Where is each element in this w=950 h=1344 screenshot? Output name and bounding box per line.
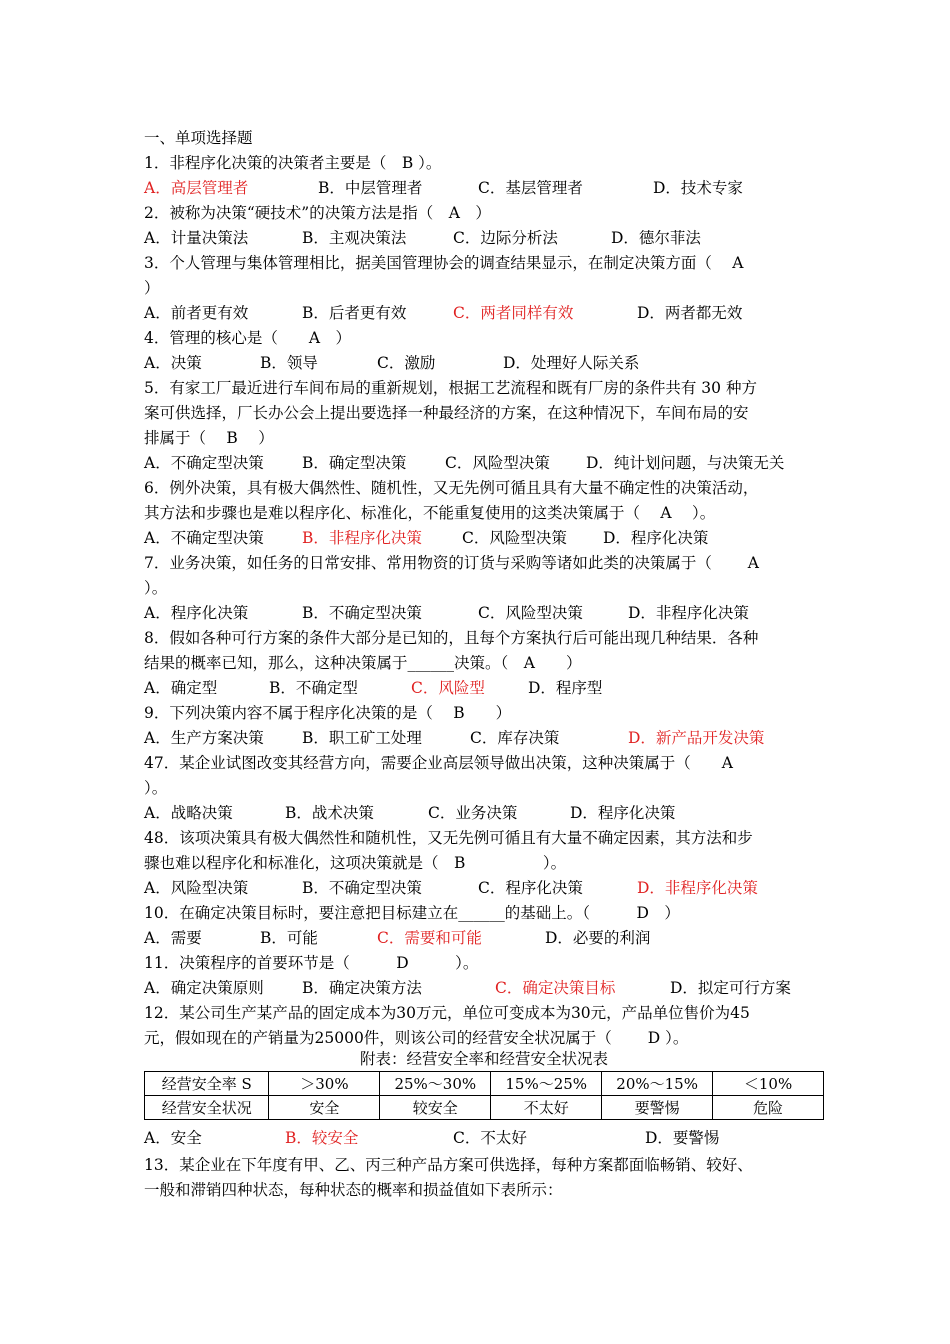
question-line-q8a: 8．假如各种可行方案的条件大部分是已知的，且每个方案执行后可能出现几种结果．各种 xyxy=(144,629,759,647)
section-title: 一、单项选择题 xyxy=(144,129,253,147)
option-o48-d: D．非程序化决策 xyxy=(637,879,758,897)
table-caption: 附表：经营安全率和经营安全状况表 xyxy=(359,1050,608,1068)
option-o11-c: C．确定决策目标 xyxy=(495,979,616,997)
question-line-q7b: ）。 xyxy=(144,579,168,597)
option-row-o7 xyxy=(0,603,950,623)
option-o48-c: C．程序化决策 xyxy=(478,879,583,897)
option-o8-c: C．风险型 xyxy=(411,679,485,697)
option-o47-d: D．程序化决策 xyxy=(570,804,676,822)
question-line-q7a: 7．业务决策，如任务的日常安排、常用物资的订货与采购等诸如此类的决策属于（ A xyxy=(144,554,759,572)
option-o3-d: D．两者都无效 xyxy=(637,304,743,322)
option-o2-d: D．德尔菲法 xyxy=(611,229,701,247)
table-cell: 25%～30% xyxy=(380,1072,491,1096)
option-o2-b: B．主观决策法 xyxy=(302,229,407,247)
question-line-q5b: 案可供选择，厂长办公会上提出要选择一种最经济的方案，在这种情况下，车间布局的安 xyxy=(144,404,749,422)
option-o9-d: D．新产品开发决策 xyxy=(628,729,765,747)
question-line-q47a: 47．某企业试图改变其经营方向，需要企业高层领导做出决策，这种决策属于（ A xyxy=(144,754,733,772)
safety-table xyxy=(144,1071,824,1120)
option-o11-d: D．拟定可行方案 xyxy=(670,979,791,997)
option-o5-a: A．不确定型决策 xyxy=(144,454,264,472)
option-o9-a: A．生产方案决策 xyxy=(144,729,264,747)
option-o2-a: A．计量决策法 xyxy=(144,229,249,247)
option-o12-d: D．要警惕 xyxy=(645,1129,720,1147)
question-line-q12b: 元，假如现在的产销量为25000件，则该公司的经营安全状况属于（ D ）。 xyxy=(144,1029,689,1047)
question-line-q9: 9．下列决策内容不属于程序化决策的是（ B ） xyxy=(144,704,512,722)
option-o8-b: B．不确定型 xyxy=(269,679,358,697)
option-o4-d: D．处理好人际关系 xyxy=(503,354,640,372)
option-row-o48 xyxy=(0,878,950,898)
table-cell: ＜10% xyxy=(713,1072,824,1096)
question-line-q13a: 13．某企业在下年度有甲、乙、丙三种产品方案可供选择，每种方案都面临畅销、较好、 xyxy=(144,1156,753,1174)
question-line-q4: 4．管理的核心是（ A ） xyxy=(144,329,352,347)
option-o10-b: B．可能 xyxy=(260,929,318,947)
option-row-o5 xyxy=(0,453,950,473)
option-o3-c: C．两者同样有效 xyxy=(453,304,574,322)
option-o11-b: B．确定决策方法 xyxy=(302,979,422,997)
option-o9-b: B．职工矿工处理 xyxy=(302,729,422,747)
option-o1-b: B．中层管理者 xyxy=(318,179,423,197)
table-cell: 要警惕 xyxy=(602,1096,713,1120)
option-o7-a: A．程序化决策 xyxy=(144,604,249,622)
table-cell: 安全 xyxy=(269,1096,380,1120)
option-o10-a: A．需要 xyxy=(144,929,202,947)
option-o10-d: D．必要的利润 xyxy=(545,929,651,947)
table-cell: ＞30% xyxy=(269,1072,380,1096)
option-o6-d: D．程序化决策 xyxy=(603,529,709,547)
table-row xyxy=(145,1072,824,1096)
option-row-o2 xyxy=(0,228,950,248)
question-line-q13b: 一般和滞销四种状态，每种状态的概率和损益值如下表所示： xyxy=(144,1181,563,1199)
question-line-q5c: 排属于（ B ） xyxy=(144,429,274,447)
option-o6-c: C．风险型决策 xyxy=(462,529,567,547)
option-o47-a: A．战略决策 xyxy=(144,804,233,822)
option-o7-b: B．不确定型决策 xyxy=(302,604,422,622)
option-o4-c: C．激励 xyxy=(377,354,436,372)
option-o2-c: C．边际分析法 xyxy=(453,229,558,247)
option-o8-a: A．确定型 xyxy=(144,679,218,697)
option-o4-b: B．领导 xyxy=(260,354,318,372)
option-row-o8 xyxy=(0,678,950,698)
option-o10-c: C．需要和可能 xyxy=(377,929,482,947)
option-o47-c: C．业务决策 xyxy=(428,804,518,822)
table-cell: 不太好 xyxy=(491,1096,602,1120)
question-line-q3a: 3．个人管理与集体管理相比，据美国管理协会的调查结果显示，在制定决策方面（ A xyxy=(144,254,744,272)
table-cell: 经营安全状况 xyxy=(145,1096,269,1120)
option-o12-a: A．安全 xyxy=(144,1129,202,1147)
question-line-q47b: ）。 xyxy=(144,779,168,797)
question-line-q48b: 骤也难以程序化和标准化，这项决策就是（ B ）。 xyxy=(144,854,567,872)
option-o4-a: A．决策 xyxy=(144,354,202,372)
question-line-q1: 1．非程序化决策的决策者主要是（ B ）。 xyxy=(144,154,442,172)
option-row-o9 xyxy=(0,728,950,748)
option-o6-a: A．不确定型决策 xyxy=(144,529,264,547)
question-line-q5a: 5．有家工厂最近进行车间布局的重新规划，根据工艺流程和既有厂房的条件共有 30 种方 xyxy=(144,379,757,397)
option-o3-a: A．前者更有效 xyxy=(144,304,249,322)
option-o6-b: B．非程序化决策 xyxy=(302,529,422,547)
option-o1-d: D．技术专家 xyxy=(653,179,743,197)
option-o47-b: B．战术决策 xyxy=(285,804,374,822)
option-row-o11 xyxy=(0,978,950,998)
option-o3-b: B．后者更有效 xyxy=(302,304,407,322)
question-line-q2: 2．被称为决策“硬技术”的决策方法是指（ A ） xyxy=(144,204,491,222)
table-cell: 危险 xyxy=(713,1096,824,1120)
option-o5-c: C．风险型决策 xyxy=(445,454,550,472)
question-line-q6a: 6．例外决策，具有极大偶然性、随机性，又无先例可循且具有大量不确定性的决策活动， xyxy=(144,479,759,497)
table-row xyxy=(145,1096,824,1120)
question-line-q12a: 12．某公司生产某产品的固定成本为30万元，单位可变成本为30元，产品单位售价为45 xyxy=(144,1004,750,1022)
option-o12-c: C．不太好 xyxy=(453,1129,527,1147)
option-o5-b: B．确定型决策 xyxy=(302,454,407,472)
option-row-o4 xyxy=(0,353,950,373)
option-row-o1 xyxy=(0,178,950,198)
question-line-q11: 11．决策程序的首要环节是（ D ）。 xyxy=(144,954,479,972)
option-o48-b: B．不确定型决策 xyxy=(302,879,422,897)
option-row-o12 xyxy=(0,1128,950,1148)
option-o7-d: D．非程序化决策 xyxy=(628,604,749,622)
question-line-q10: 10．在确定决策目标时，要注意把目标建立在______的基础上。（ D ） xyxy=(144,904,680,922)
question-line-q3b: ） xyxy=(144,279,160,297)
table-cell: 较安全 xyxy=(380,1096,491,1120)
option-o48-a: A．风险型决策 xyxy=(144,879,249,897)
option-row-o6 xyxy=(0,528,950,548)
option-row-o47 xyxy=(0,803,950,823)
option-o9-c: C．库存决策 xyxy=(470,729,560,747)
option-o1-c: C．基层管理者 xyxy=(478,179,583,197)
table-cell: 经营安全率 S xyxy=(145,1072,269,1096)
option-o5-d: D．纯计划问题，与决策无关 xyxy=(586,454,785,472)
option-o8-d: D．程序型 xyxy=(528,679,603,697)
question-line-q48a: 48．该项决策具有极大偶然性和随机性，又无先例可循且有大量不确定因素，其方法和步 xyxy=(144,829,753,847)
option-row-o3 xyxy=(0,303,950,323)
table-cell: 20%～15% xyxy=(602,1072,713,1096)
option-o1-a: A．高层管理者 xyxy=(144,179,249,197)
question-line-q6b: 其方法和步骤也是难以程序化、标准化，不能重复使用的这类决策属于（ A ）。 xyxy=(144,504,716,522)
table-cell: 15%～25% xyxy=(491,1072,602,1096)
option-o7-c: C．风险型决策 xyxy=(478,604,583,622)
question-line-q8b: 结果的概率已知，那么，这种决策属于______决策。（ A ） xyxy=(144,654,582,672)
option-row-o10 xyxy=(0,928,950,948)
option-o11-a: A．确定决策原则 xyxy=(144,979,264,997)
option-o12-b: B．较安全 xyxy=(285,1129,359,1147)
